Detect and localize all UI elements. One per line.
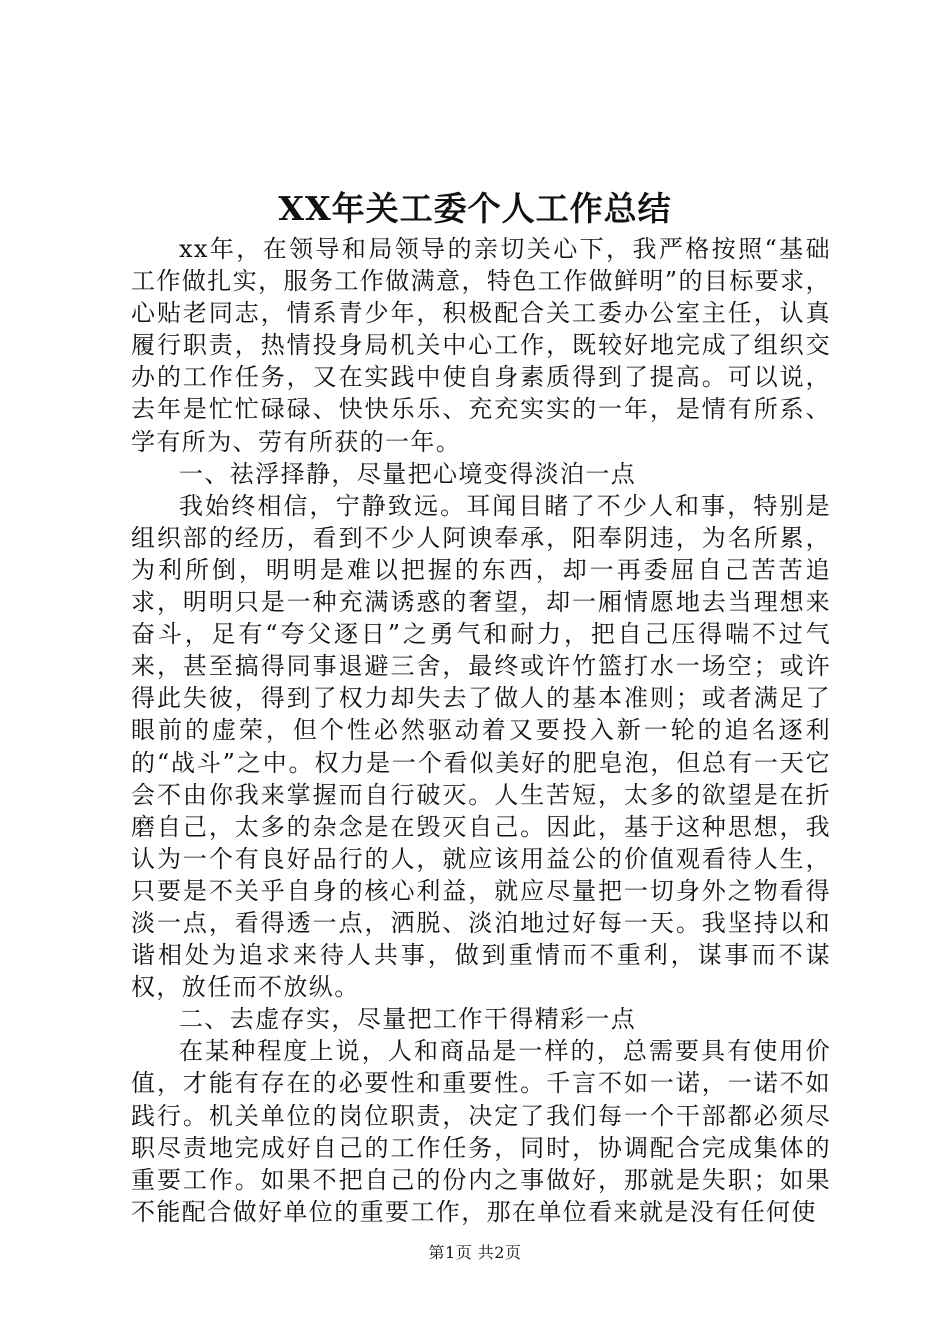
paragraph-section-2: 在某种程度上说，人和商品是一样的，总需要具有使用价值，才能有存在的必要性和重要性。千言不如一诺，一诺不如践行。机关单位的岗位职责，决定了我们每一个干部都必须尽职尽责地完成好自己的工作任务，同时，协调配合完成集体的重要工作。如果不把自己的份内之事做好，那就是失职；如果不能配合做好单位的重要工作，那在单位看来就是没有任何使 <box>131 1037 831 1226</box>
document-title: XX年关工委个人工作总结 <box>278 189 672 228</box>
paragraph-section-1: 我始终相信，宁静致远。耳闻目睹了不少人和事，特别是组织部的经历，看到不少人阿谀奉承，阳奉阴违，为名所累，为利所倒，明明是难以把握的东西，却一再委屈自己苦苦追求，明明只是一种充满诱惑的奢望，却一厢情愿地去当理想来奋斗，足有“夸父逐日”之勇气和耐力，把自己压得喘不过气来，甚至搞得同事退避三舍，最终或许竹篮打水一场空；或许得此失彼，得到了权力却失去了做人的基本准则；或者满足了眼前的虚荣，但个性必然驱动着又要投入新一轮的追名逐利的“战斗”之中。权力是一个看似美好的肥皂泡，但总有一天它会不由你我来掌握而自行破灭。人生苦短，太多的欲望是在折磨自己，太多的杂念是在毁灭自己。因此，基于这种思想，我认为一个有良好品行的人，就应该用益公的价值观看待人生，只要是不关乎自身的核心利益，就应尽量把一切身外之物看得淡一点，看得透一点，洒脱、淡泊地过好每一天。我坚持以和谐相处为追求来待人共事，做到重情而不重利，谋事而不谋权，放任而不放纵。 <box>131 491 831 1002</box>
document-body <box>131 233 831 1228</box>
paragraph-intro: xx年，在领导和局领导的亲切关心下，我严格按照“基础工作做扎实，服务工作做满意，特色工作做鲜明”的目标要求，心贴老同志，情系青少年，积极配合关工委办公室主任，认真履行职责，热情投身局机关中心工作，既较好地完成了组织交办的工作任务，又在实践中使自身素质得到了提高。可以说，去年是忙忙碌碌、快快乐乐、充充实实的一年，是情有所系、学有所为、劳有所获的一年。 <box>131 235 831 456</box>
page-number-footer: 第1页 共2页 <box>428 1243 522 1262</box>
section-heading-1: 一、祛浮择静，尽量把心境变得淡泊一点 <box>179 459 637 488</box>
section-heading-2: 二、去虚存实，尽量把工作干得精彩一点 <box>179 1005 637 1034</box>
